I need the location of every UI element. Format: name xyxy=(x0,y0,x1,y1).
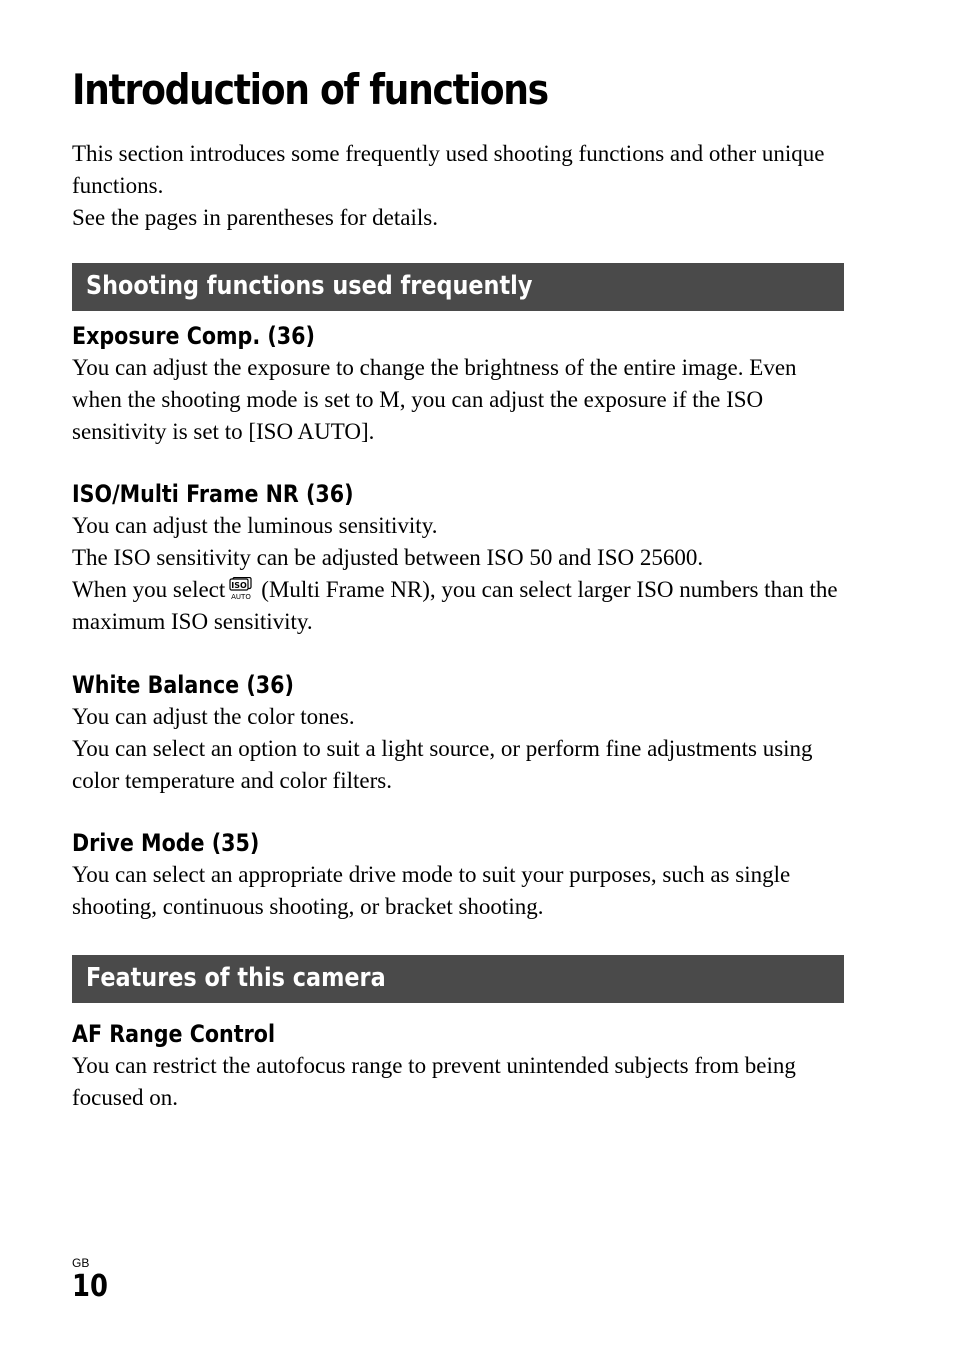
item-heading: ISO/Multi Frame NR (36) xyxy=(72,480,354,508)
item-white-balance xyxy=(72,669,852,797)
item-af-range-control xyxy=(72,1018,852,1114)
intro-line: This section introduces some frequently used shooting functions and other unique functions. xyxy=(72,141,825,198)
page-number: 10 xyxy=(72,1269,108,1304)
icon-line-before: When you select xyxy=(72,577,226,602)
item-iso-multi-frame-nr xyxy=(72,478,852,638)
item-paragraph: You can select an option to suit a light source, or perform fine adjustments using color temperature and color filters. xyxy=(72,736,813,793)
icon-auto-text: AUTO xyxy=(231,593,252,601)
section-header-camera-features xyxy=(72,955,844,1003)
item-paragraph: You can restrict the autofocus range to prevent unintended subjects from being focused on. xyxy=(72,1053,796,1110)
section-header-shooting-functions xyxy=(72,263,844,311)
intro-line: See the pages in parentheses for details. xyxy=(72,205,438,230)
item-paragraph: You can adjust the exposure to change the brightness of the entire image. Even when the shooting mode is set to M, you can adjust the exposure if the ISO sensitivity is set to [ISO AUTO]. xyxy=(72,355,797,444)
icon-line-after: (Multi Frame NR), you can select larger ISO numbers than the maximum ISO sensitivity. xyxy=(72,577,838,634)
item-exposure-comp xyxy=(72,320,852,448)
item-body xyxy=(72,859,852,923)
item-body xyxy=(72,1050,852,1114)
region-code: GB xyxy=(72,1256,90,1270)
item-body xyxy=(72,701,852,797)
iso-auto-multi-frame-nr-icon xyxy=(229,577,255,601)
section-title: Features of this camera xyxy=(86,963,386,993)
item-heading: AF Range Control xyxy=(72,1020,276,1048)
item-paragraph: You can select an appropriate drive mode to suit your purposes, such as single shooting, continuous shooting, or bracket shooting. xyxy=(72,862,791,919)
item-body xyxy=(72,510,852,638)
page-title: Introduction of functions xyxy=(72,65,548,114)
item-drive-mode xyxy=(72,827,852,923)
intro-text xyxy=(72,138,852,234)
item-heading: Drive Mode (35) xyxy=(72,829,260,857)
page-footer xyxy=(72,1256,114,1304)
item-heading: Exposure Comp. (36) xyxy=(72,322,315,350)
item-paragraph: You can adjust the luminous sensitivity. xyxy=(72,513,438,538)
item-body xyxy=(72,352,852,448)
item-paragraph: You can adjust the color tones. xyxy=(72,704,355,729)
icon-iso-text: ISO xyxy=(231,581,248,590)
item-paragraph-with-icon xyxy=(72,574,852,638)
item-heading: White Balance (36) xyxy=(72,671,294,699)
section-title: Shooting functions used frequently xyxy=(86,271,533,301)
item-paragraph: The ISO sensitivity can be adjusted between ISO 50 and ISO 25600. xyxy=(72,545,704,570)
